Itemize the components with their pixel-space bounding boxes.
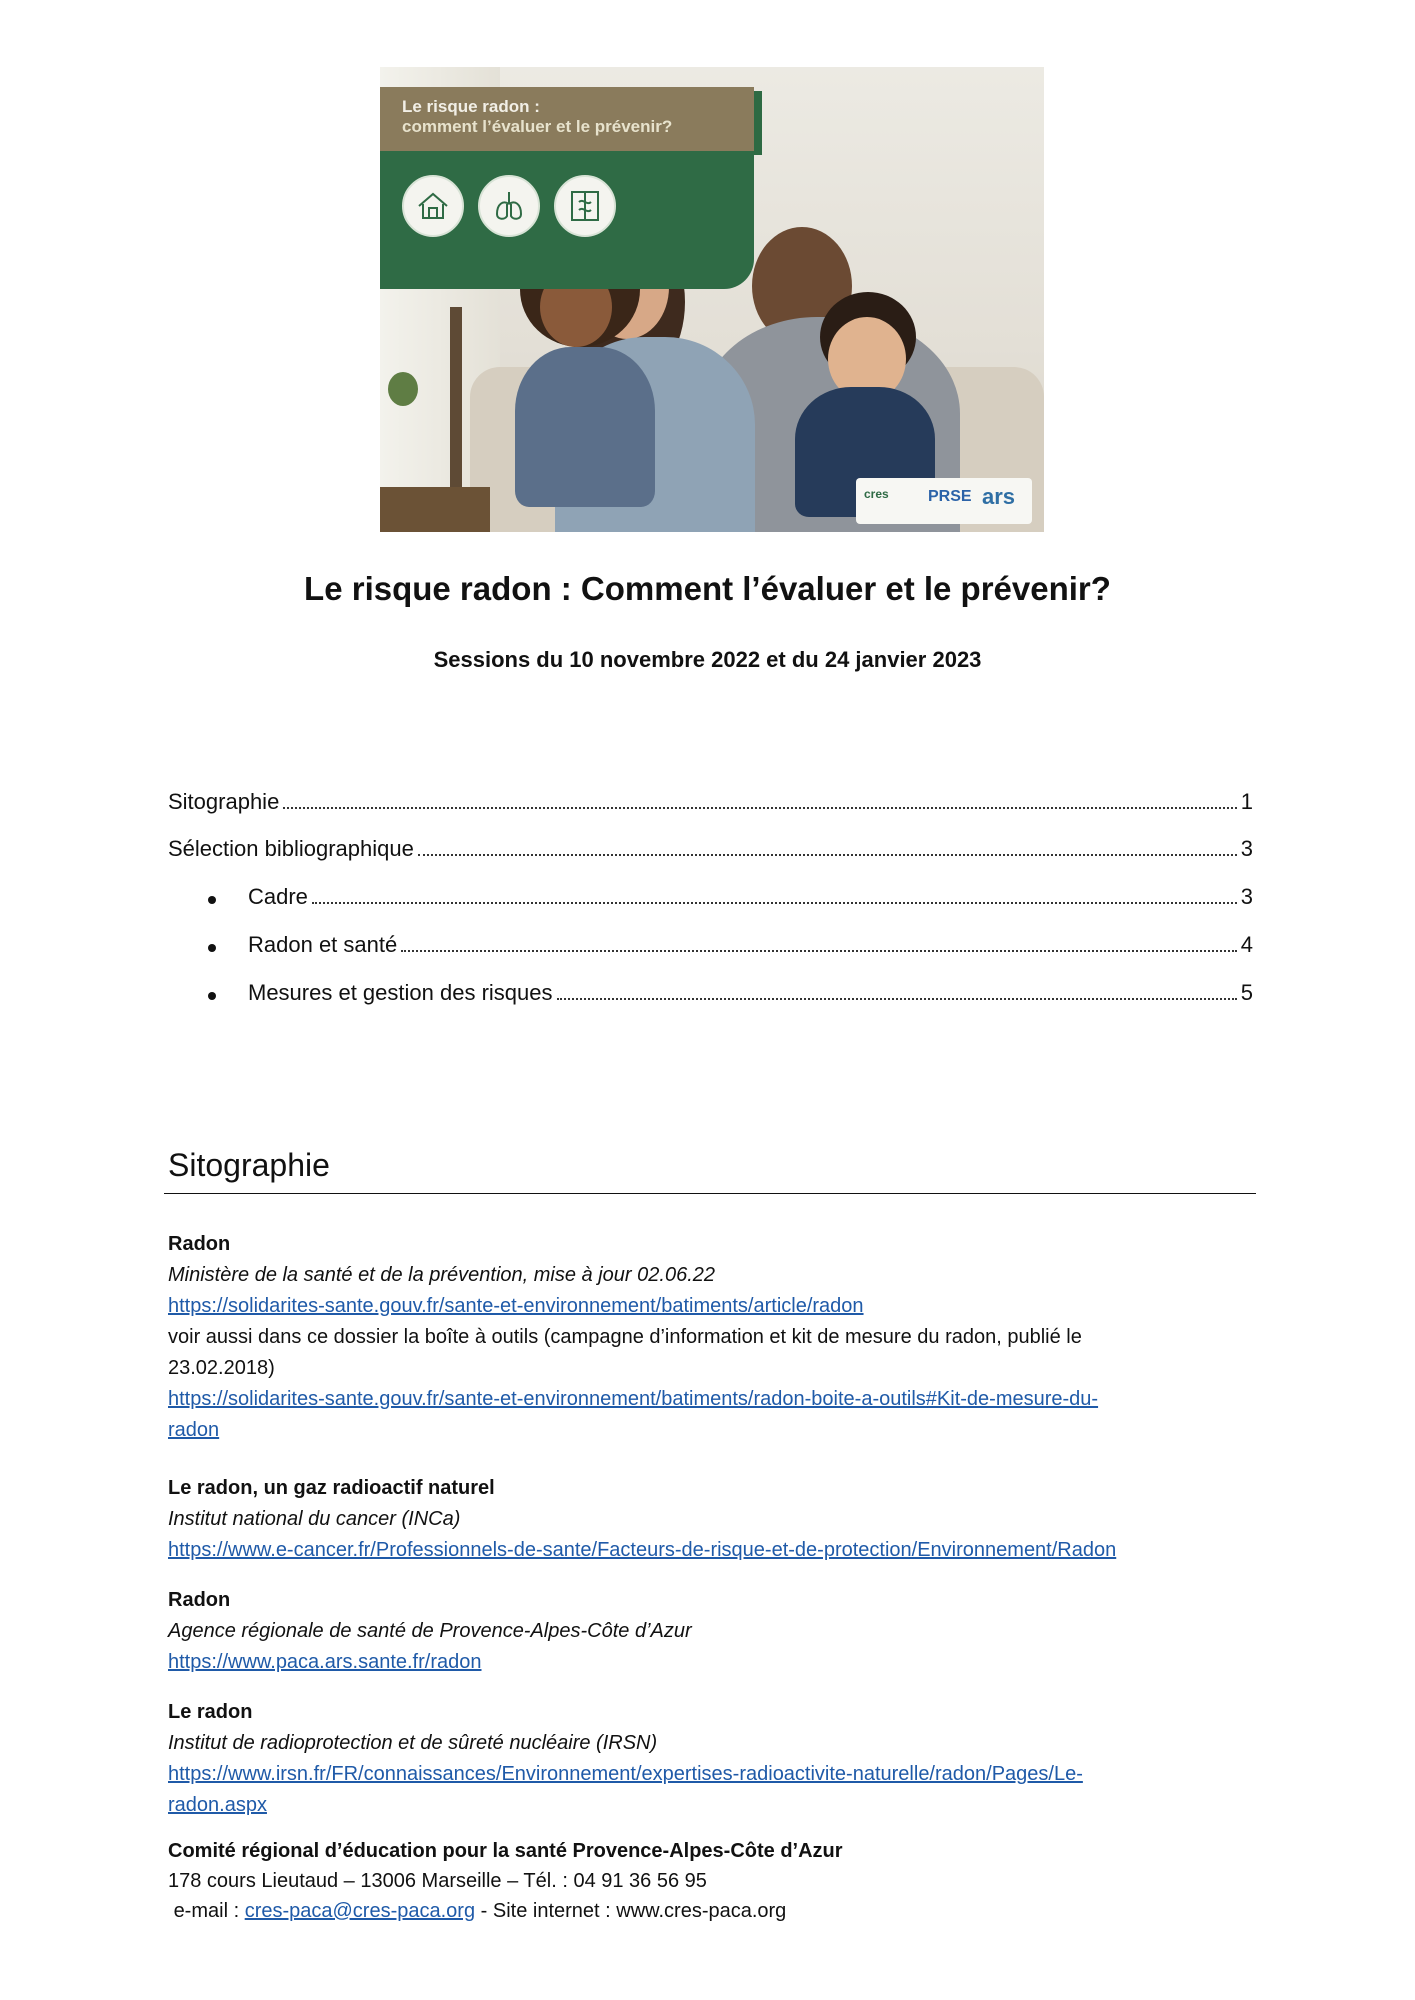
entry-note-cont: 23.02.2018) (168, 1357, 275, 1379)
entry-title: Le radon (168, 1701, 253, 1723)
ventilation-window-icon (554, 175, 616, 237)
entry-link[interactable]: https://www.e-cancer.fr/Professionnels-de-sante/Facteurs-de-risque-et-de-protection/Environnement/Radon (168, 1539, 1117, 1561)
cover-banner-text (402, 97, 672, 137)
entry-link[interactable]: https://solidarites-sante.gouv.fr/sante-et-environnement/batiments/article/radon (168, 1295, 864, 1317)
bookshelf (380, 487, 490, 532)
toc-item-radon-et-sante[interactable] (248, 928, 1253, 958)
toc-item-mesures-et-gestion[interactable] (248, 976, 1253, 1006)
entry-title: Radon (168, 1589, 231, 1611)
entry-note: voir aussi dans ce dossier la boîte à outils (campagne d’information et kit de mesure du radon, publié le (168, 1326, 1082, 1348)
footer (168, 1836, 843, 1926)
lungs-icon (478, 175, 540, 237)
person-girl-body (515, 347, 655, 507)
logo-prse: PRSE (928, 488, 972, 505)
section-divider (164, 1193, 1256, 1194)
toc-page: 4 (1240, 932, 1253, 957)
section-heading-sitographie: Sitographie (168, 1147, 330, 1183)
entry-source: Ministère de la santé et de la prévention, mise à jour 02.06.22 (168, 1264, 715, 1286)
house-icon (402, 175, 464, 237)
toc-leader-dots (401, 950, 1237, 952)
toc-leader-dots (312, 902, 1237, 904)
logo-cres: cres (864, 487, 889, 501)
toc-page: 5 (1240, 980, 1253, 1005)
sitography-entry (168, 1473, 1258, 1566)
footer-email-label: e-mail : (173, 1900, 245, 1922)
toc-item-cadre[interactable] (248, 880, 1253, 910)
entry-source: Institut de radioprotection et de sûreté nucléaire (IRSN) (168, 1732, 658, 1754)
toc-page: 1 (1240, 789, 1253, 814)
footer-email-link[interactable]: cres-paca@cres-paca.org (244, 1900, 476, 1922)
entry-link-cont[interactable]: radon.aspx (168, 1794, 267, 1816)
logo-ars: ars (982, 484, 1016, 509)
cover-banner-line1: Le risque radon : (402, 97, 540, 116)
entry-source: Agence régionale de santé de Provence-Alpes-Côte d’Azur (168, 1620, 692, 1642)
toc-leader-dots (283, 807, 1236, 809)
entry-title: Radon (168, 1233, 231, 1255)
entry-source: Institut national du cancer (INCa) (168, 1508, 461, 1530)
toc-label: Cadre (248, 884, 308, 909)
toc-leader-dots (418, 854, 1237, 856)
sitography-entry (168, 1229, 1258, 1446)
toc-label: Radon et santé (248, 932, 398, 957)
toc-item-sitographie[interactable] (168, 785, 1253, 815)
footer-organization: Comité régional d’éducation pour la santé Provence-Alpes-Côte d’Azur (168, 1840, 843, 1862)
toc-label: Sélection bibliographique (168, 836, 414, 861)
cover-banner-line2: comment l’évaluer et le prévenir? (402, 117, 673, 136)
footer-site: - Site internet : www.cres-paca.org (475, 1900, 787, 1922)
page-title: Le risque radon : Comment l’évaluer et le prévenir? (304, 570, 1111, 607)
partner-logos (856, 478, 1032, 524)
sitography-entry (168, 1585, 1258, 1678)
cover-image (380, 67, 1044, 532)
sitography-entry (168, 1697, 1258, 1821)
footer-address: 178 cours Lieutaud – 13006 Marseille – Tél. : 04 91 36 56 95 (168, 1870, 707, 1892)
footer-contact (168, 1896, 843, 1926)
toc-leader-dots (557, 998, 1237, 1000)
entry-title: Le radon, un gaz radioactif naturel (168, 1477, 495, 1499)
plant (388, 372, 418, 406)
toc-label: Mesures et gestion des risques (248, 980, 553, 1005)
entry-link[interactable]: https://www.irsn.fr/FR/connaissances/Environnement/expertises-radioactivite-naturelle/radon/Pages/Le- (168, 1763, 1083, 1785)
entry-link[interactable]: https://www.paca.ars.sante.fr/radon (168, 1651, 482, 1673)
toc-page: 3 (1240, 884, 1253, 909)
entry-link-2-cont[interactable]: radon (168, 1419, 220, 1441)
toc-page: 3 (1240, 836, 1253, 861)
entry-link-2[interactable]: https://solidarites-sante.gouv.fr/sante-et-environnement/batiments/radon-boite-a-outils#Kit-de-mesure-du- (168, 1388, 1099, 1410)
page-subtitle: Sessions du 10 novembre 2022 et du 24 janvier 2023 (433, 647, 982, 672)
toc-label: Sitographie (168, 789, 280, 814)
toc-item-selection-bibliographique[interactable] (168, 832, 1253, 862)
